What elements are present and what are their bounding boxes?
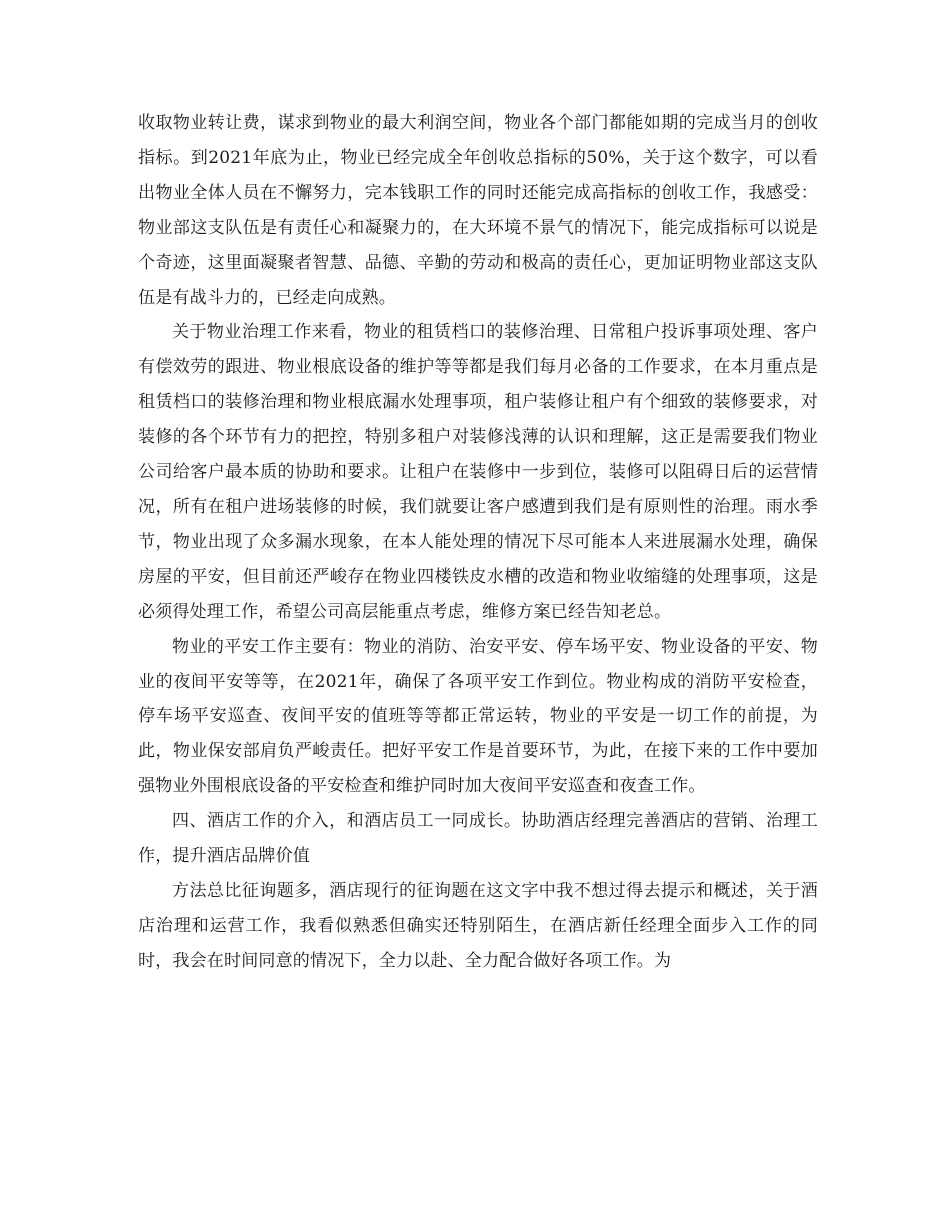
document-body [138, 106, 818, 979]
paragraph-continuation: 收取物业转让费，谋求到物业的最大利润空间，物业各个部门都能如期的完成当月的创收指标。到2021年底为止，物业已经完成全年创收总指标的50%，关于这个数字，可以看出物业全体人员在不懈努力，完本钱职工作的同时还能完成高指标的创收工作，我感受：物业部这支队伍是有责任心和凝聚力的，在大环境不景气的情况下，能完成指标可以说是个奇迹，这里面凝聚者智慧、品德、辛勤的劳动和极高的责任心，更加证明物业部这支队伍是有战斗力的，已经走向成熟。 [138, 113, 818, 308]
paragraph-property-management: 关于物业治理工作来看，物业的租赁档口的装修治理、日常租户投诉事项处理、客户有偿效劳的跟进、物业根底设备的维护等等都是我们每月必备的工作要求，在本月重点是租赁档口的装修治理和物业根底漏水处理事项，租户装修让租户有个细致的装修要求，对装修的各个环节有力的把控，特别多租户对装修浅薄的认识和理解，这正是需要我们物业公司给客户最本质的协助和要求。让租户在装修中一步到位，装修可以阻碍日后的运营情况，所有在租户进场装修的时候，我们就要让客户感遭到我们是有原则性的治理。雨水季节，物业出现了众多漏水现象，在本人能处理的情况下尽可能本人来进展漏水处理，确保房屋的平安，但目前还严峻存在物业四楼铁皮水槽的改造和物业收缩缝的处理事项，这是必须得处理工作，希望公司高层能重点考虑，维修方案已经告知老总。 [138, 322, 818, 622]
paragraph-hotel-work: 方法总比征询题多，酒店现行的征询题在这文字中我不想过得去提示和概述，关于酒店治理和运营工作，我看似熟悉但确实还特别陌生，在酒店新任经理全面步入工作的同时，我会在时间同意的情况下，全力以赴、全力配合做好各项工作。为 [138, 880, 818, 971]
section-heading-hotel: 四、酒店工作的介入，和酒店员工一同成长。协助酒店经理完善酒店的营销、治理工作，提升酒店品牌价值 [138, 811, 818, 867]
paragraph-property-safety: 物业的平安工作主要有：物业的消防、治安平安、停车场平安、物业设备的平安、物业的夜间平安等等，在2021年，确保了各项平安工作到位。物业构成的消防平安检查，停车场平安巡查、夜间平安的值班等等都正常运转，物业的平安是一切工作的前提，为此，物业保安部肩负严峻责任。把好平安工作是首要环节，为此，在接下来的工作中要加强物业外围根底设备的平安检查和维护同时加大夜间平安巡查和夜查工作。 [138, 636, 818, 797]
